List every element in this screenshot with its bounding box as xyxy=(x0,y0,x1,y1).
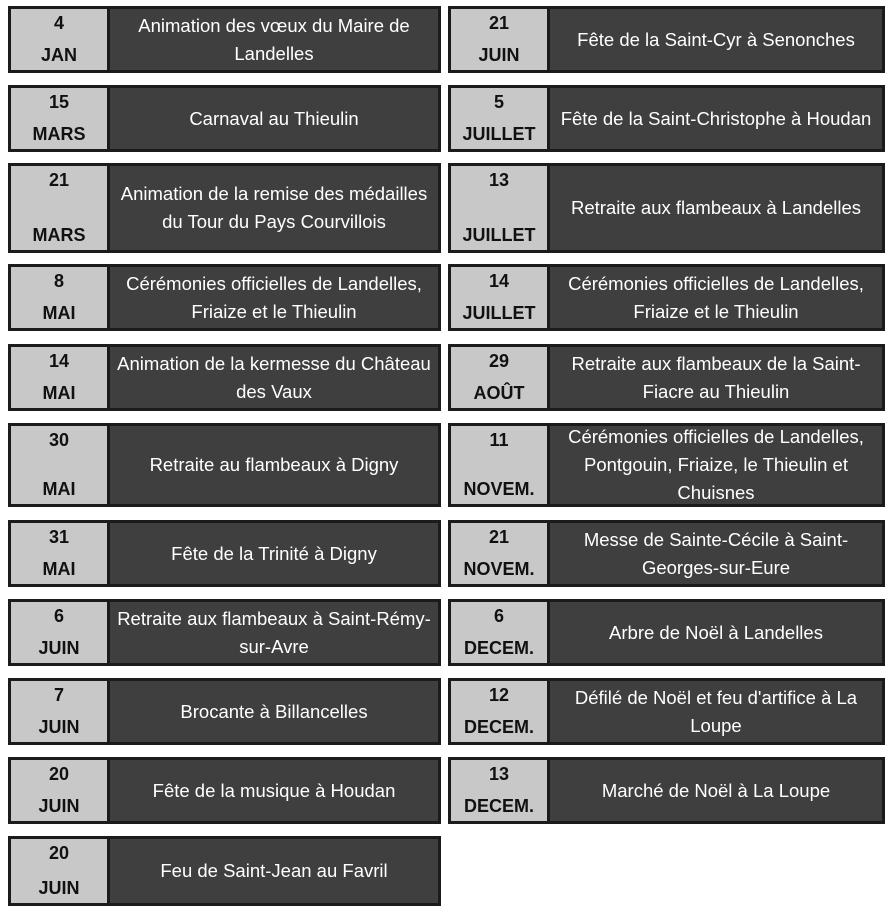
event-row xyxy=(448,757,885,824)
event-title: Cérémonies officielles de Landelles, Pontgouin, Friaize, le Thieulin et Chuisnes xyxy=(550,426,882,504)
event-row xyxy=(8,836,441,906)
event-title: Fête de la musique à Houdan xyxy=(110,760,438,821)
event-title: Marché de Noël à La Loupe xyxy=(550,760,882,821)
event-row xyxy=(448,678,885,745)
event-date xyxy=(451,166,547,250)
event-title: Arbre de Noël à Landelles xyxy=(550,602,882,663)
event-title: Retraite aux flambeaux à Saint-Rémy-sur-Avre xyxy=(110,602,438,663)
event-month: MAI xyxy=(42,383,76,403)
event-title: Feu de Saint-Jean au Favril xyxy=(110,839,438,903)
event-month: JUIN xyxy=(38,717,80,737)
event-month: MARS xyxy=(32,225,86,245)
event-row xyxy=(448,163,885,253)
event-title: Carnaval au Thieulin xyxy=(110,88,438,149)
event-day: 20 xyxy=(48,843,70,863)
event-row xyxy=(448,520,885,587)
event-title: Cérémonies officielles de Landelles, Friaize et le Thieulin xyxy=(110,267,438,328)
event-month: MAI xyxy=(42,479,76,499)
event-day: 13 xyxy=(488,170,510,190)
event-date xyxy=(451,602,547,663)
event-date xyxy=(451,88,547,149)
event-month: JUILLET xyxy=(462,303,536,323)
event-date xyxy=(11,602,107,663)
event-date xyxy=(11,760,107,821)
event-date xyxy=(11,347,107,408)
event-day: 6 xyxy=(53,606,64,626)
event-day: 13 xyxy=(488,764,510,784)
event-date xyxy=(451,9,547,70)
event-day: 21 xyxy=(488,13,510,33)
event-day: 14 xyxy=(48,351,70,371)
event-date xyxy=(451,267,547,328)
event-day: 20 xyxy=(48,764,70,784)
event-date xyxy=(11,267,107,328)
event-day: 21 xyxy=(48,170,70,190)
event-row xyxy=(448,599,885,666)
event-day: 8 xyxy=(53,271,64,291)
event-title: Fête de la Saint-Cyr à Senonches xyxy=(550,9,882,70)
event-row xyxy=(8,85,441,152)
event-date xyxy=(11,523,107,584)
event-title: Brocante à Billancelles xyxy=(110,681,438,742)
event-date xyxy=(451,681,547,742)
event-month: JUIN xyxy=(478,45,520,65)
event-title: Animation de la kermesse du Château des Vaux xyxy=(110,347,438,408)
event-day: 14 xyxy=(488,271,510,291)
event-row xyxy=(8,520,441,587)
event-row xyxy=(8,599,441,666)
event-date xyxy=(451,426,547,504)
event-title: Retraite aux flambeaux à Landelles xyxy=(550,166,882,250)
event-day: 5 xyxy=(493,92,504,112)
event-row xyxy=(8,264,441,331)
event-month: MARS xyxy=(32,124,86,144)
event-date xyxy=(11,426,107,504)
event-day: 21 xyxy=(488,527,510,547)
event-day: 6 xyxy=(493,606,504,626)
event-month: DECEM. xyxy=(463,717,534,737)
event-date xyxy=(451,760,547,821)
event-row xyxy=(448,85,885,152)
event-title: Fête de la Trinité à Digny xyxy=(110,523,438,584)
event-date xyxy=(11,88,107,149)
event-date xyxy=(11,839,107,903)
event-title: Cérémonies officielles de Landelles, Friaize et le Thieulin xyxy=(550,267,882,328)
event-day: 31 xyxy=(48,527,70,547)
event-month: JUILLET xyxy=(462,225,536,245)
event-day: 15 xyxy=(48,92,70,112)
event-title: Retraite au flambeaux à Digny xyxy=(110,426,438,504)
event-date xyxy=(11,681,107,742)
event-day: 7 xyxy=(53,685,64,705)
event-month: NOVEM. xyxy=(463,559,535,579)
event-month: JUIN xyxy=(38,878,80,898)
event-date xyxy=(451,347,547,408)
event-month: NOVEM. xyxy=(463,479,535,499)
event-month: DECEM. xyxy=(463,638,534,658)
event-title: Animation des vœux du Maire de Landelles xyxy=(110,9,438,70)
event-title: Retraite aux flambeaux de la Saint-Fiacre au Thieulin xyxy=(550,347,882,408)
event-day: 11 xyxy=(489,430,509,450)
event-month: MAI xyxy=(42,559,76,579)
event-month: JUIN xyxy=(38,638,80,658)
event-row xyxy=(8,344,441,411)
event-row xyxy=(8,423,441,507)
event-title: Messe de Sainte-Cécile à Saint-Georges-sur-Eure xyxy=(550,523,882,584)
event-day: 29 xyxy=(488,351,510,371)
event-row xyxy=(8,6,441,73)
event-row xyxy=(448,264,885,331)
event-month: MAI xyxy=(42,303,76,323)
event-month: JAN xyxy=(40,45,77,65)
event-row xyxy=(8,163,441,253)
event-row xyxy=(448,6,885,73)
event-month: JUIN xyxy=(38,796,80,816)
event-day: 4 xyxy=(53,13,64,33)
event-row xyxy=(448,344,885,411)
event-title: Défilé de Noël et feu d'artifice à La Loupe xyxy=(550,681,882,742)
event-title: Animation de la remise des médailles du Tour du Pays Courvillois xyxy=(110,166,438,250)
event-row xyxy=(8,678,441,745)
event-row xyxy=(8,757,441,824)
event-date xyxy=(451,523,547,584)
event-day: 30 xyxy=(48,430,70,450)
event-month: AOÛT xyxy=(473,383,525,403)
event-row xyxy=(448,423,885,507)
event-title: Fête de la Saint-Christophe à Houdan xyxy=(550,88,882,149)
event-date xyxy=(11,166,107,250)
event-day: 12 xyxy=(488,685,510,705)
event-month: DECEM. xyxy=(463,796,534,816)
event-date xyxy=(11,9,107,70)
event-month: JUILLET xyxy=(462,124,536,144)
